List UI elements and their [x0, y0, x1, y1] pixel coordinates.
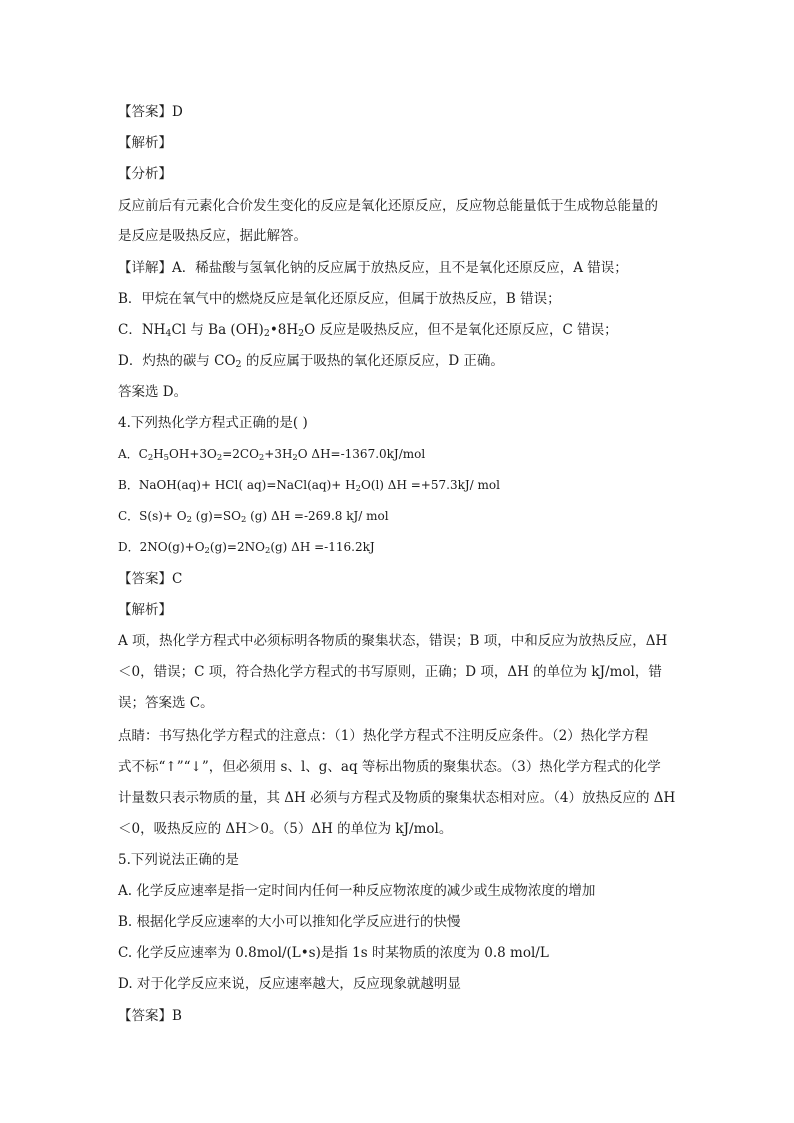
- analysis-heading-4: 【解析】: [118, 602, 172, 618]
- question-4-option-b: B．NaOH(aq)+ HCl( aq)=NaCl(aq)+ $H_2O(l)$ ΔH =+57.3kJ/ mol: [118, 478, 500, 493]
- question-5-option-c: C. 化学反应速率为 0.8mol/(L•s)是指 1s 时某物质的浓度为 0.8 mol/L: [118, 945, 549, 961]
- question-5-option-b: B. 根据化学反应速率的大小可以推知化学反应进行的快慢: [118, 914, 461, 930]
- fenxi-text-1: 反应前后有元素化合价发生变化的反应是氧化还原反应，反应物总能量低于生成物总能量的: [118, 198, 658, 214]
- tips-text-2: 式不标“↑”“↓”，但必须用 s、l、g、aq 等标出物质的聚集状态。（3）热化学方程式的化学: [118, 759, 661, 775]
- answer-choice-3: 答案选 D。: [118, 384, 188, 400]
- tips-text-1: 点睛：书写热化学方程式的注意点：（1）热化学方程式不注明反应条件。（2）热化学方程: [118, 728, 649, 744]
- analysis-4-text-2: ＜0，错误；C 项，符合热化学方程式的书写原则，正确；D 项，ΔH 的单位为 kJ/mol，错: [118, 664, 662, 680]
- question-4-option-d: D．$2NO(g)+O_2(g)=2NO_2(g)$ ΔH =-116.2kJ: [118, 540, 375, 555]
- analysis-heading-3: 【解析】: [118, 135, 172, 151]
- fenxi-text-2: 是反应是吸热反应，据此解答。: [118, 228, 307, 244]
- question-4-stem: 4.下列热化学方程式正确的是( ): [118, 415, 308, 431]
- analysis-4-text-3: 误；答案选 C。: [118, 695, 214, 711]
- answer-line-4: 【答案】C: [118, 571, 183, 587]
- fenxi-heading: 【分析】: [118, 166, 172, 182]
- tips-text-3: 计量数只表示物质的量，其 ΔH 必须与方程式及物质的聚集状态相对应。（4）放热反应的 ΔH: [118, 790, 676, 806]
- question-5-option-d: D. 对于化学反应来说，反应速率越大，反应现象就越明显: [118, 976, 461, 992]
- question-4-option-a: A．$C_2H_5OH+3O_2=2CO_2+3H_2O$ ΔH=-1367.0kJ/mol: [118, 447, 426, 462]
- detail-option-d: D．灼热的碳与 $CO_2$ 的反应属于吸热的氧化还原反应，D 正确。: [118, 353, 504, 370]
- question-5-option-a: A. 化学反应速率是指一定时间内任何一种反应物浓度的减少或生成物浓度的增加: [118, 883, 596, 899]
- detail-option-a: 【详解】A．稀盐酸与氢氧化钠的反应属于放热反应，且不是氧化还原反应，A 错误；: [118, 260, 628, 276]
- analysis-4-text-1: A 项，热化学方程式中必须标明各物质的聚集状态，错误；B 项，中和反应为放热反应，ΔH: [118, 633, 668, 649]
- answer-line-3: 【答案】D: [118, 104, 183, 120]
- answer-line-5: 【答案】B: [118, 1008, 182, 1024]
- detail-option-b: B．甲烷在氧气中的燃烧反应是氧化还原反应，但属于放热反应，B 错误；: [118, 291, 561, 307]
- question-4-option-c: C．$S(s)+ O_2$ $(g)=SO_2$ (g) ΔH =-269.8 kJ/ mol: [118, 509, 389, 524]
- tips-text-4: ＜0，吸热反应的 ΔH＞0。（5）ΔH 的单位为 kJ/mol。: [118, 821, 453, 837]
- detail-option-c: C．$NH_4Cl$ 与 Ba $(OH)_2•8H_2O$ 反应是吸热反应，但不是氧化还原反应，C 错误；: [118, 322, 618, 339]
- question-5-stem: 5.下列说法正确的是: [118, 852, 239, 868]
